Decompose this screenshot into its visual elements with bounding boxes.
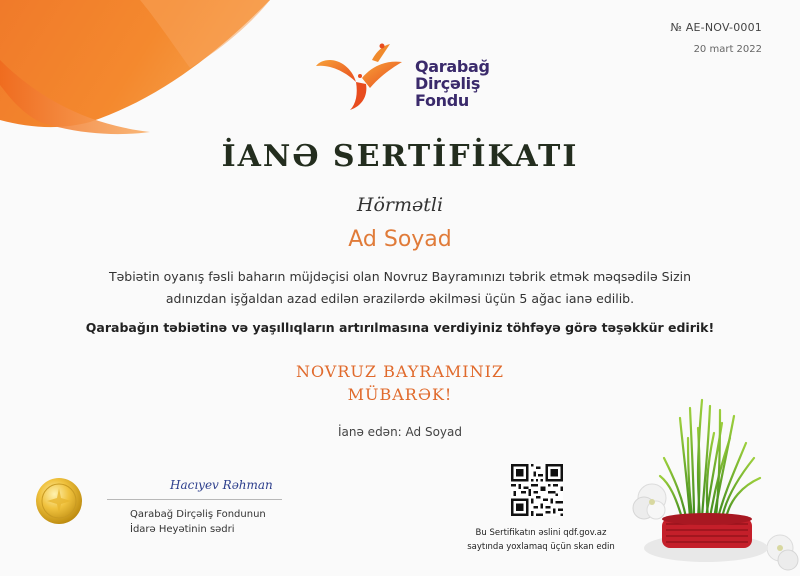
signature-line [107,499,282,500]
body-line-2: adınızdan işğaldan azad edilən ərazilərdə əkilməsi üçün 5 ağac ianə edilib. [165,291,635,306]
signature-script: Hacıyev Rəhman [170,478,273,492]
signer-title-line-2: İdarə Heyətinin sədri [130,524,235,535]
holiday-line-1: NOVRUZ BAYRAMINIZ [295,362,505,381]
recipient-name: Ad Soyad [348,227,452,252]
logo-line-1: Qarabağ [415,57,490,76]
semeni-grass-decoration [630,398,800,576]
orange-swoosh-decoration [0,0,270,140]
logo-text [415,58,490,109]
donor-line: İanə edən: Ad Soyad [337,425,462,439]
qr-code-icon[interactable] [511,464,563,516]
thanks-message: Qarabağın təbiətinə və yaşıllıqların artırılmasına verdiyiniz töhfəyə görə təşəkkür edirik! [85,320,715,335]
body-line-1: Təbiətin oyanış fəsli baharın müjdəçisi olan Novruz Bayramınızı təbrik etmək məqsədilə Sizin [108,269,692,284]
holiday-line-2: MÜBARƏK! [347,385,453,404]
certificate-body [100,266,700,310]
certificate-number: № AE-NOV-0001 [670,21,762,34]
logo-line-3: Fondu [415,91,470,110]
white-flower-icon [633,484,666,519]
certificate-title: İANƏ SERTİFİKATI [221,139,579,174]
bird-logo-icon [312,38,412,118]
greeting: Hörmətli [356,194,444,216]
verification-line-1: Bu Sertifikatın əslini qdf.gov.az [475,528,607,538]
foundation-logo [312,38,492,118]
white-flower-icon [767,535,798,570]
signer-title [130,507,290,537]
certificate-date: 20 mart 2022 [693,44,762,55]
verification-line-2: saytında yoxlamaq üçün skan edin [467,542,615,552]
verification-note [451,526,631,554]
gold-seal-icon [34,476,84,526]
signer-title-line-1: Qarabağ Dirçəliş Fondunun [130,509,266,520]
logo-line-2: Dirçəliş [415,74,481,93]
